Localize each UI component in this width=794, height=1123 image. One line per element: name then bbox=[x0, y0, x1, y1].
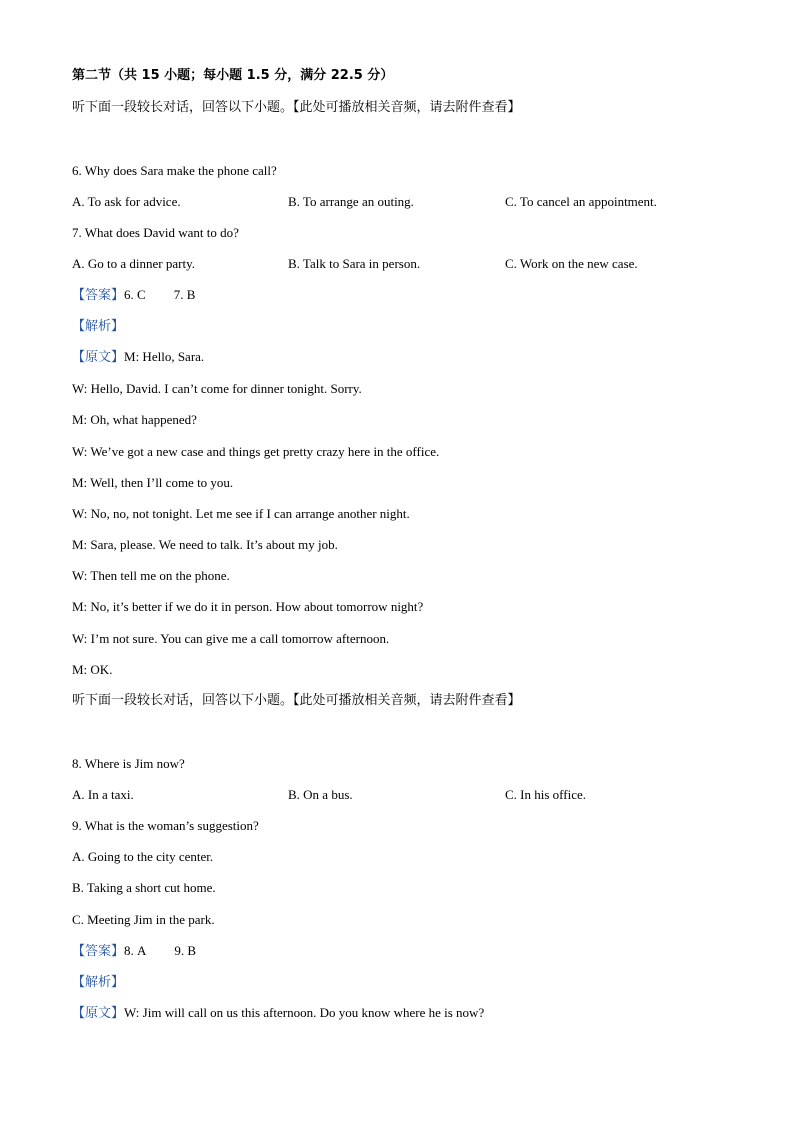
q8-option-b: B. On a bus. bbox=[288, 787, 353, 802]
q7-option-a: A. Go to a dinner party. bbox=[72, 256, 195, 271]
question-7: 7. What does David want to do? bbox=[72, 225, 239, 240]
q7-option-c: C. Work on the new case. bbox=[505, 256, 638, 271]
original-tag: 【原文】 bbox=[72, 1006, 125, 1021]
q9-option-a: A. Going to the city center. bbox=[72, 849, 214, 864]
analysis-tag: 【解析】 bbox=[72, 975, 125, 990]
transcript-line: 【原文】W: Jim will call on us this afternoon. Do you know where he is now? bbox=[72, 1005, 485, 1021]
transcript-line: W: Hello, David. I can’t come for dinner tonight. Sorry. bbox=[72, 381, 362, 396]
question-8: 8. Where is Jim now? bbox=[72, 756, 185, 771]
q7-option-b: B. Talk to Sara in person. bbox=[288, 256, 421, 271]
listening-instruction: 听下面一段较长对话，回答以下小题。【此处可播放相关音频，请去附件查看】 bbox=[72, 100, 521, 115]
transcript-line: M: OK. bbox=[72, 662, 113, 677]
section-title: 第二节（共 15 小题；每小题 1.5 分，满分 22.5 分） bbox=[72, 68, 394, 83]
analysis-line-2 bbox=[72, 973, 124, 992]
analysis-tag: 【解析】 bbox=[72, 319, 125, 334]
q6-option-b: B. To arrange an outing. bbox=[288, 194, 414, 209]
q6-option-a: A. To ask for advice. bbox=[72, 194, 181, 209]
answer-value: 6. C bbox=[124, 287, 146, 302]
analysis-line-1 bbox=[72, 317, 124, 336]
answer-tag: 【答案】 bbox=[72, 288, 125, 303]
answer-line-1 bbox=[72, 286, 195, 305]
transcript-line: M: Sara, please. We need to talk. It’s about my job. bbox=[72, 537, 338, 552]
original-tag: 【原文】 bbox=[72, 350, 125, 365]
listening-instruction: 听下面一段较长对话，回答以下小题。【此处可播放相关音频，请去附件查看】 bbox=[72, 693, 521, 708]
q8-option-c: C. In his office. bbox=[505, 787, 586, 802]
answer-value: 7. B bbox=[173, 287, 196, 302]
transcript-line: W: We’ve got a new case and things get pretty crazy here in the office. bbox=[72, 444, 440, 459]
question-9: 9. What is the woman’s suggestion? bbox=[72, 818, 259, 833]
q9-option-b: B. Taking a short cut home. bbox=[72, 880, 216, 895]
answer-tag: 【答案】 bbox=[72, 944, 125, 959]
transcript-line: M: Well, then I’ll come to you. bbox=[72, 475, 234, 490]
q6-option-c: C. To cancel an appointment. bbox=[505, 194, 657, 209]
answer-line-2 bbox=[72, 942, 196, 961]
q9-option-c: C. Meeting Jim in the park. bbox=[72, 912, 215, 927]
answer-value: 9. B bbox=[174, 943, 197, 958]
transcript-line: M: No, it’s better if we do it in person. How about tomorrow night? bbox=[72, 599, 424, 614]
q8-option-a: A. In a taxi. bbox=[72, 787, 134, 802]
transcript-line: W: No, no, not tonight. Let me see if I can arrange another night. bbox=[72, 506, 410, 521]
transcript-line: M: Oh, what happened? bbox=[72, 412, 197, 427]
transcript-line: 【原文】M: Hello, Sara. bbox=[72, 349, 205, 365]
question-6: 6. Why does Sara make the phone call? bbox=[72, 163, 277, 178]
transcript-line: W: I’m not sure. You can give me a call tomorrow afternoon. bbox=[72, 631, 390, 646]
answer-value: 8. A bbox=[124, 943, 147, 958]
transcript-line: W: Then tell me on the phone. bbox=[72, 568, 230, 583]
